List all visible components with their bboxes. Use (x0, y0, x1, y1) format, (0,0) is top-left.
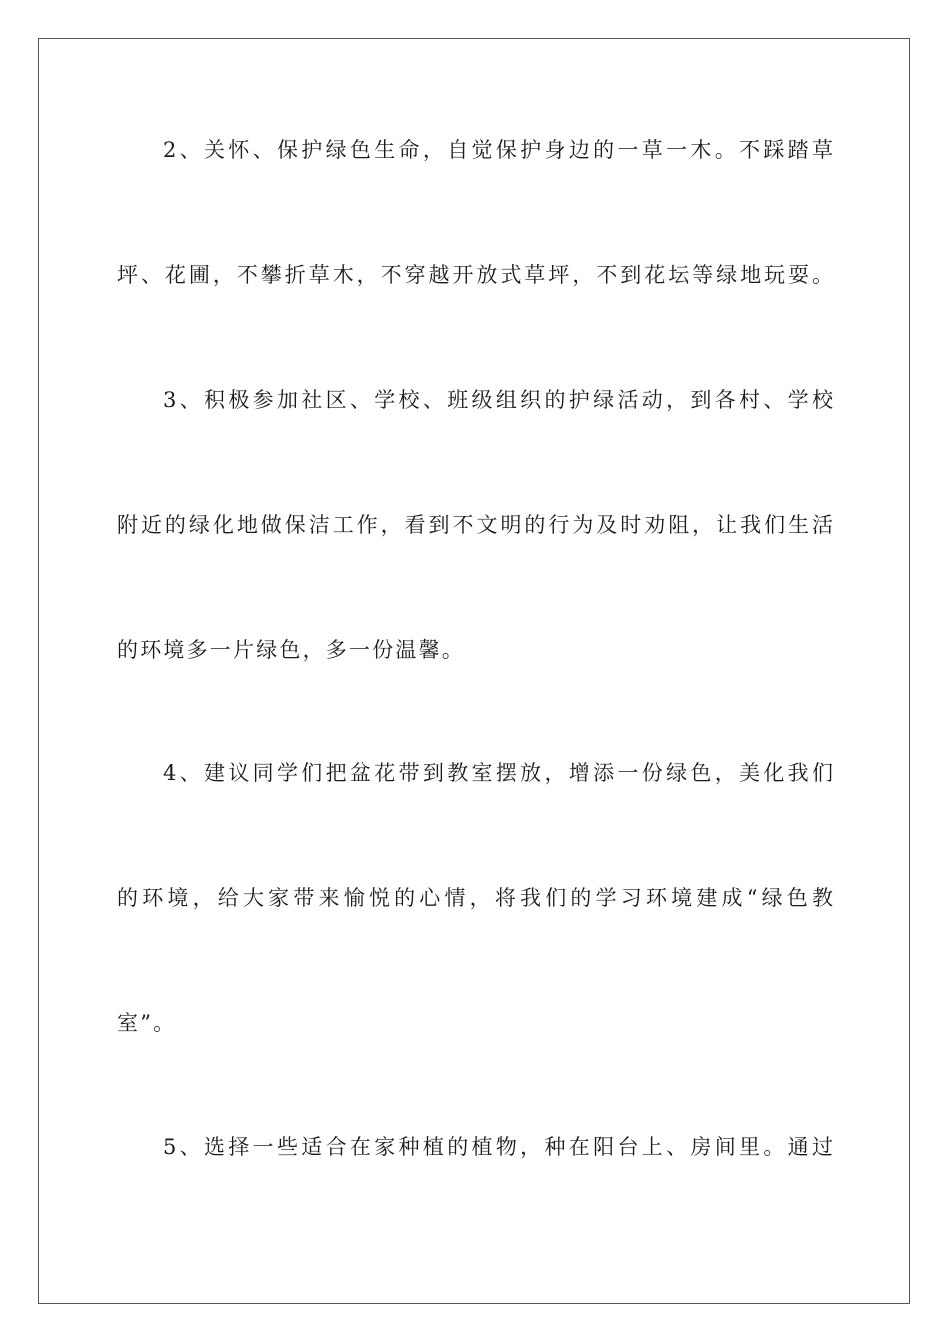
text-line: 附近的绿化地做保洁工作，看到不文明的行为及时劝阻，让我们生活 (117, 513, 833, 537)
text-line: 5、选择一些适合在家种植的植物，种在阳台上、房间里。通过 (163, 1135, 833, 1159)
text-line: 室”。 (117, 1011, 177, 1035)
text-line: 4、建议同学们把盆花带到教室摆放，增添一份绿色，美化我们 (163, 761, 833, 785)
text-line: 3、积极参加社区、学校、班级组织的护绿活动，到各村、学校 (163, 388, 833, 412)
page-border (38, 38, 910, 1304)
text-line: 坪、花圃，不攀折草木，不穿越开放式草坪，不到花坛等绿地玩耍。 (117, 263, 833, 287)
text-line: 的环境，给大家带来愉悦的心情，将我们的学习环境建成“绿色教 (117, 886, 833, 910)
text-line: 2、关怀、保护绿色生命，自觉保护身边的一草一木。不踩踏草 (163, 138, 833, 162)
text-line: 的环境多一片绿色，多一份温馨。 (117, 638, 465, 662)
